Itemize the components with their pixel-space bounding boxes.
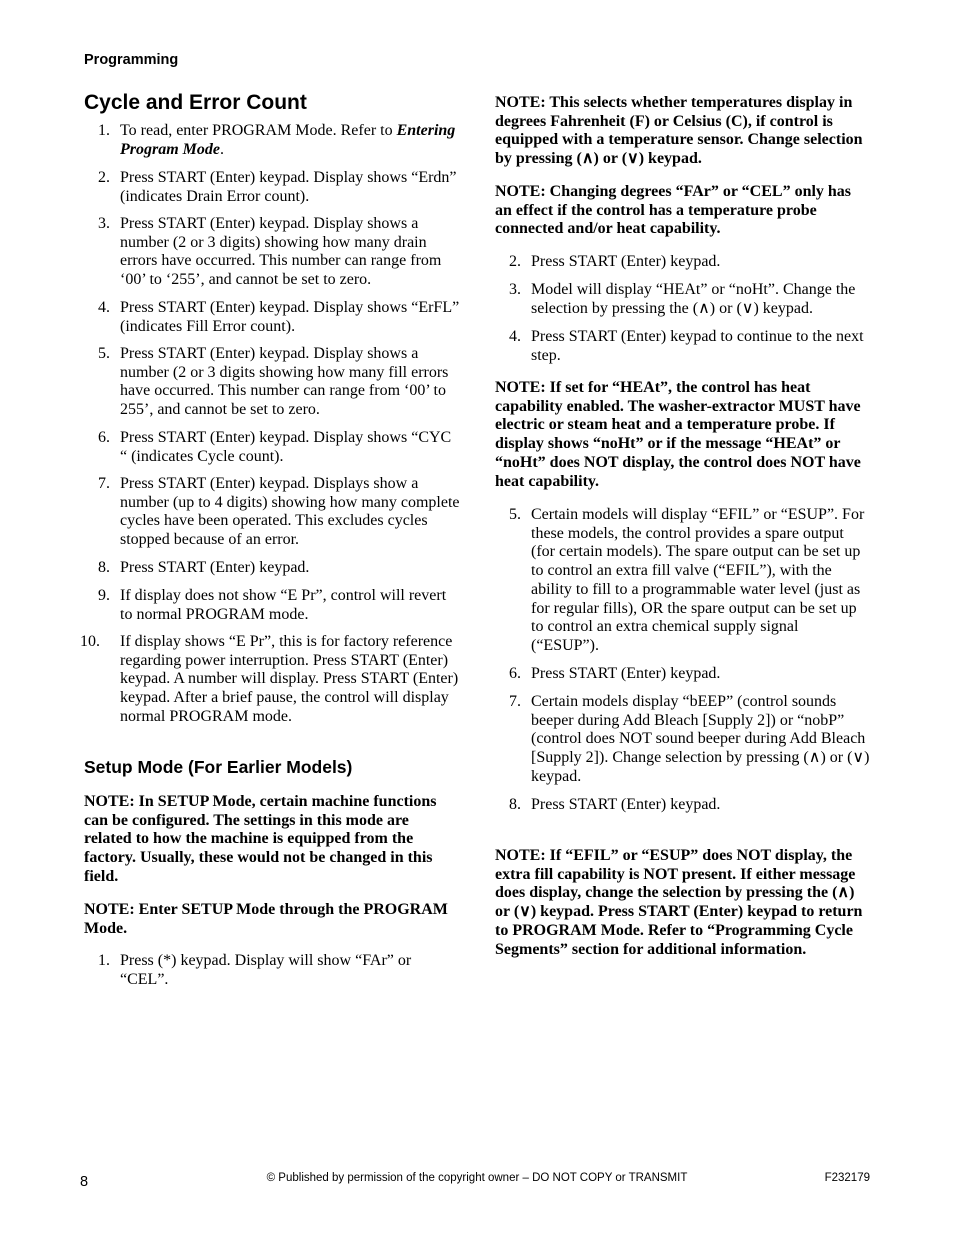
step-text: Press START (Enter) keypad. Display shows “CYC “ (indicates Cycle count). bbox=[120, 429, 452, 465]
step-number: 2. bbox=[98, 169, 110, 186]
step-number: 7. bbox=[98, 475, 110, 492]
list-item bbox=[495, 665, 870, 684]
step-number: 7. bbox=[509, 693, 521, 710]
step-text: Press START (Enter) keypad. bbox=[120, 559, 310, 576]
step-number: 5. bbox=[509, 506, 521, 523]
step-number: 1. bbox=[98, 952, 110, 969]
step-number: 5. bbox=[98, 345, 110, 362]
document-number: F232179 bbox=[824, 1172, 870, 1184]
note: NOTE: If “EFIL” or “ESUP” does NOT display, the extra fill capability is NOT present. If either message does display, change the selection by pressing the (∧) or (∨) keypad. Press START (Enter) keypad to return to PROGRAM Mode. Refer to “Programming Cycle Segments” section for additional information. bbox=[495, 847, 863, 958]
step-text: Certain models display “bEEP” (control sounds beeper during Add Bleach [Supply 2]) or “nobP” (control does NOT sound beeper during Add Bleach [Supply 2]). Change selection by pressing (∧) or (∨) keypad. bbox=[531, 693, 870, 785]
step-text: Press (*) keypad. Display will show “FAr” or “CEL”. bbox=[120, 952, 412, 988]
step-number: 4. bbox=[509, 328, 521, 345]
step-text: If display does not show “E Pr”, control will revert to normal PROGRAM mode. bbox=[120, 587, 447, 623]
note: NOTE: Enter SETUP Mode through the PROGRAM Mode. bbox=[84, 901, 448, 937]
step-text: Press START (Enter) keypad. Displays show a number (up to 4 digits) showing how many complete cycles have been operated. This excludes cycles stopped because of an error. bbox=[120, 475, 460, 549]
step-text: Press START (Enter) keypad. bbox=[531, 796, 721, 813]
note: NOTE: Changing degrees “FAr” or “CEL” only has an effect if the control has a temperature probe connected and/or heat capability. bbox=[495, 183, 852, 238]
list-item bbox=[84, 475, 460, 550]
list-item bbox=[495, 328, 870, 365]
list-item bbox=[84, 122, 460, 159]
list-item bbox=[495, 253, 870, 272]
step-text: Press START (Enter) keypad. bbox=[531, 253, 721, 270]
step-text-end: . bbox=[220, 140, 224, 158]
step-number: 3. bbox=[509, 281, 521, 298]
step-text: Press START (Enter) keypad. Display shows a number (2 or 3 digits) showing how many drain errors have occurred. This number can range from ‘00’ to ‘255’, and cannot be set to zero. bbox=[120, 215, 442, 289]
step-text: If display shows “E Pr”, this is for factory reference regarding power interruption. Press START (Enter) keypad. A number will display. Press START (Enter) keypad. After a brief pause, the control will display normal PROGRAM mode. bbox=[120, 633, 459, 725]
note: NOTE: If set for “HEAt”, the control has heat capability enabled. The washer-extractor MUST have electric or steam heat and a temperature probe. If display shows “noHt” or if the message “HEAt” or “noHt” does NOT display, the control does NOT have heat capability. bbox=[495, 379, 861, 490]
step-number: 10. bbox=[80, 633, 100, 650]
step-number: 2. bbox=[509, 253, 521, 270]
list-item bbox=[84, 587, 460, 624]
step-number: 8. bbox=[509, 796, 521, 813]
step-text: To read, enter PROGRAM Mode. Refer to bbox=[120, 122, 397, 139]
step-number: 6. bbox=[98, 429, 110, 446]
step-number: 3. bbox=[98, 215, 110, 232]
list-item bbox=[495, 796, 870, 815]
step-text: Press START (Enter) keypad to continue to the next step. bbox=[531, 328, 864, 364]
step-text: Press START (Enter) keypad. Display shows “ErFL” (indicates Fill Error count). bbox=[120, 299, 460, 335]
list-item bbox=[84, 169, 460, 206]
step-reference: Entering Program Mode bbox=[120, 122, 456, 158]
list-item bbox=[495, 281, 870, 318]
step-number: 4. bbox=[98, 299, 110, 316]
note: NOTE: This selects whether temperatures display in degrees Fahrenheit (F) or Celsius (C), if control is equipped with a temperature sensor. Change selection by pressing (∧) or (∨) keypad. bbox=[495, 94, 863, 168]
list-item bbox=[84, 299, 460, 336]
list-item bbox=[80, 633, 460, 727]
list-item bbox=[84, 215, 460, 290]
page-number: 8 bbox=[80, 1174, 89, 1190]
step-text: Press START (Enter) keypad. Display shows “Erdn” (indicates Drain Error count). bbox=[120, 169, 457, 205]
step-text: Certain models will display “EFIL” or “ESUP”. For these models, the control provides a spare output (for certain models). The spare output can be set up to control an extra fill valve (“EFIL”), with the ability to fill to a programmable water level (just as for regular fills), OR the spare output can be set up to control an extra chemical supply signal (“ESUP”). bbox=[531, 506, 865, 654]
list-item bbox=[84, 345, 460, 420]
step-number: 8. bbox=[98, 559, 110, 576]
note: NOTE: In SETUP Mode, certain machine functions can be configured. The settings in this mode are related to how the machine is equipped from the factory. Usually, these would not be changed in this field. bbox=[84, 793, 437, 885]
step-number: 9. bbox=[98, 587, 110, 604]
page-title: Cycle and Error Count bbox=[84, 91, 307, 114]
step-number: 6. bbox=[509, 665, 521, 682]
list-item bbox=[84, 429, 460, 466]
step-number: 1. bbox=[98, 122, 110, 139]
section-heading: Setup Mode (For Earlier Models) bbox=[84, 757, 353, 777]
list-item bbox=[84, 952, 460, 989]
copyright-notice: © Published by permission of the copyright owner – DO NOT COPY or TRANSMIT bbox=[266, 1172, 688, 1184]
list-item bbox=[495, 506, 870, 656]
step-text: Model will display “HEAt” or “noHt”. Change the selection by pressing the (∧) or (∨) keypad. bbox=[531, 281, 856, 317]
step-text: Press START (Enter) keypad. Display shows a number (2 or 3 digits showing how many fill errors have occurred. This number can range from ‘00’ to 255’, and cannot be set to zero. bbox=[120, 345, 449, 419]
list-item bbox=[84, 559, 460, 578]
section-label: Programming bbox=[84, 52, 179, 68]
list-item bbox=[495, 693, 870, 787]
step-text: Press START (Enter) keypad. bbox=[531, 665, 721, 682]
